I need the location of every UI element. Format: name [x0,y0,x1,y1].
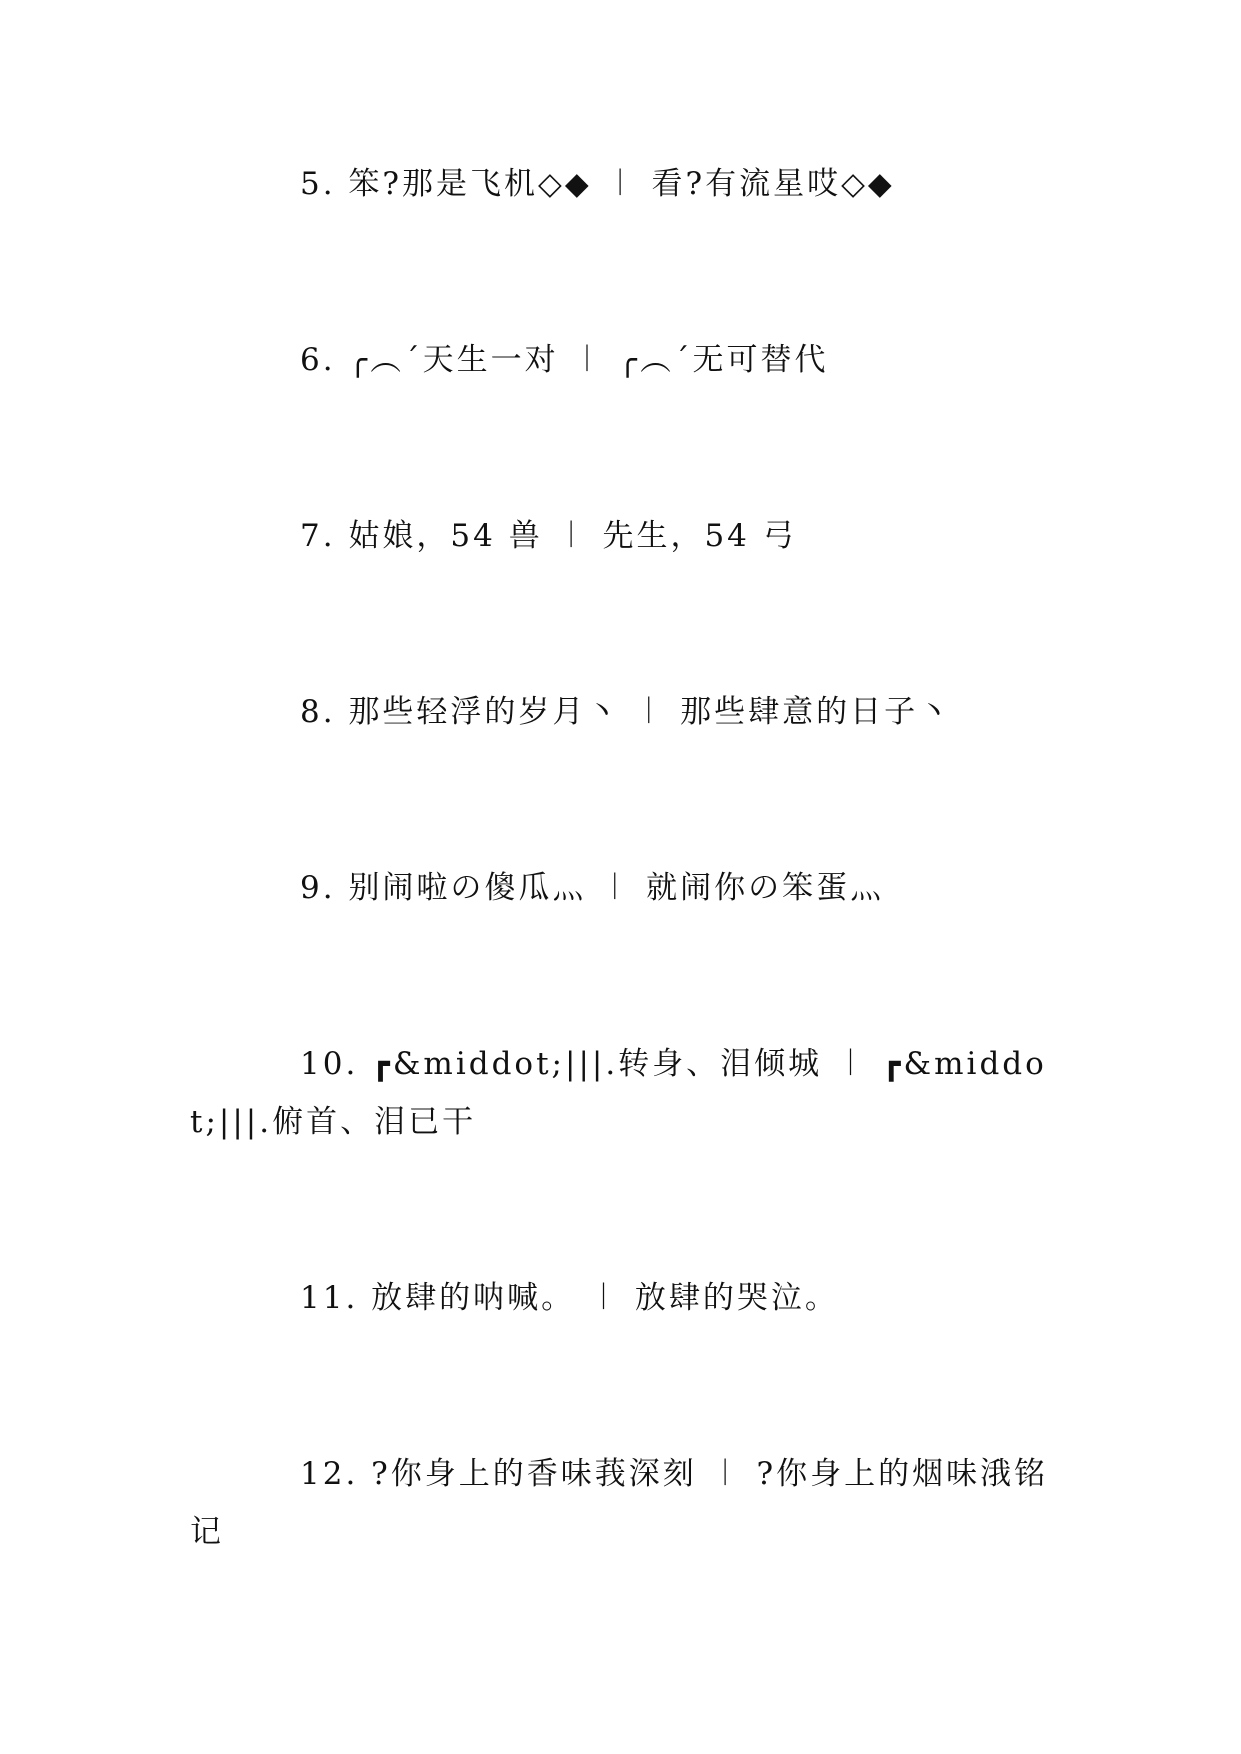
list-item-8 [190,683,1060,741]
item-number: 11. [300,1280,359,1316]
list-item-9 [190,859,1060,917]
item-text: 那些轻浮的岁月丶 ︱ 那些肆意的日子丶 [348,694,953,730]
item-text: 笨?那是飞机◇◆ ︱ 看?有流星哎◇◆ [348,166,895,202]
item-text: 别闹啦の傻瓜灬 ︱ 就闹你の笨蛋灬 [348,870,885,906]
list-item-11 [190,1269,1060,1327]
item-text: ?你身上的香味莪深刻 ︱ ?你身上的烟味涐铭记 [190,1456,1049,1550]
item-number: 5. [300,166,336,202]
list-item-6 [190,331,1060,389]
item-text: ╭︵ˊ天生一对 ︱ ╭︵ˊ无可替代 [348,342,829,378]
item-number: 12. [300,1456,359,1492]
item-text: 放肆的呐喊。 ︱ 放肆的哭泣。 [371,1280,839,1316]
item-number: 6. [300,342,336,378]
item-number: 9. [300,870,336,906]
list-item-5 [190,155,1060,213]
list-item-12 [190,1445,1060,1561]
list-item-7 [190,507,1060,565]
item-text: ┏&middot;|||.转身、泪倾城 ︱ ┏&middot;|||.俯首、泪已干 [190,1046,1047,1140]
item-number: 7. [300,518,336,554]
list-item-10 [190,1035,1060,1151]
item-text: 姑娘，54 兽 ︱ 先生，54 弓 [348,518,797,554]
item-number: 10. [300,1046,359,1082]
item-number: 8. [300,694,336,730]
